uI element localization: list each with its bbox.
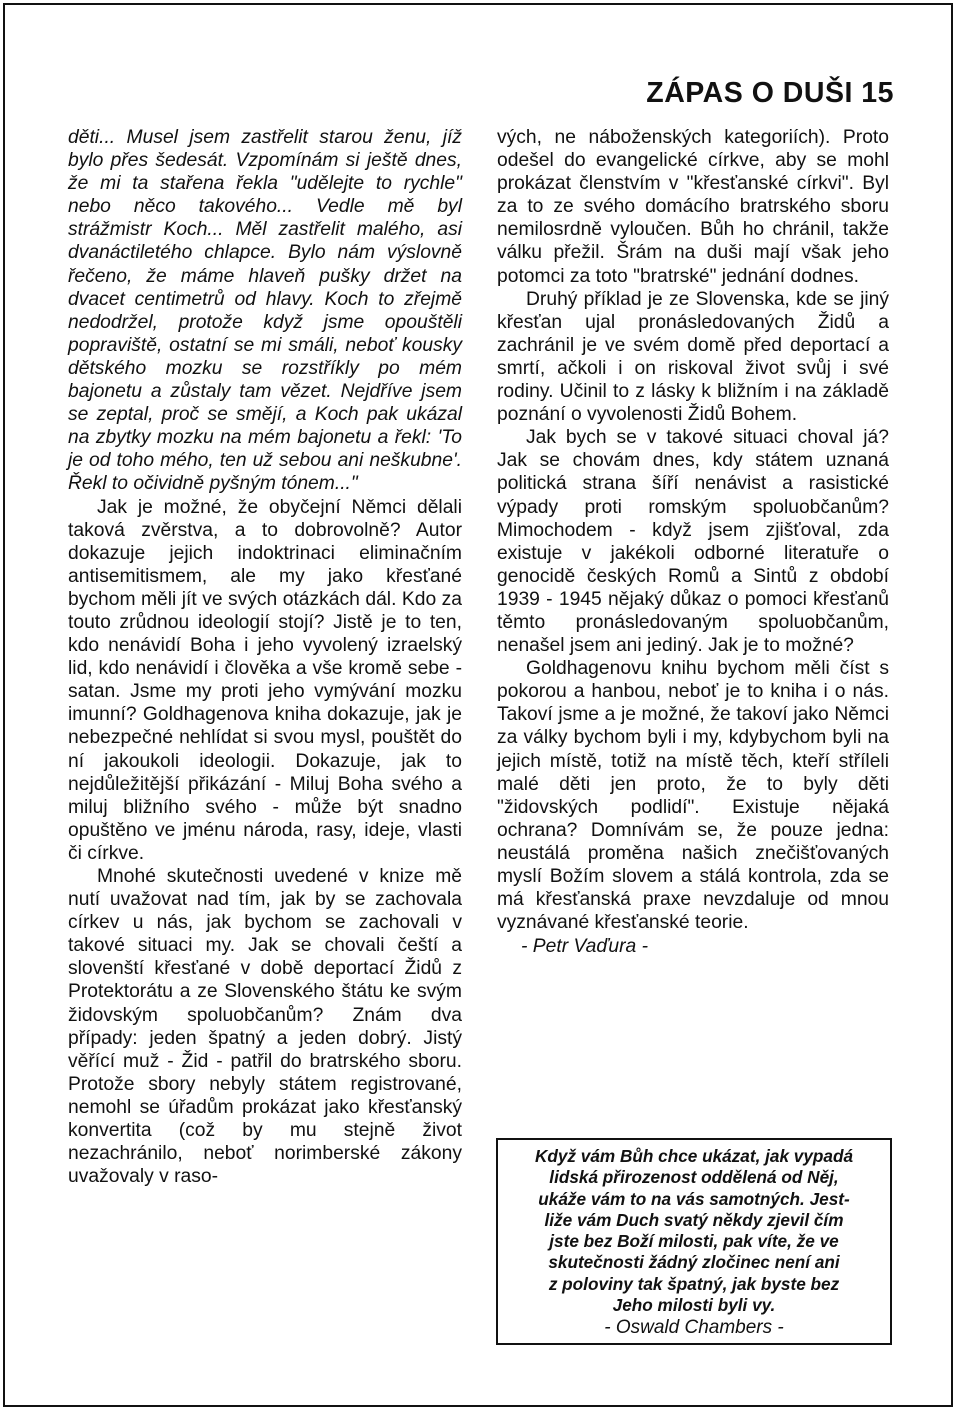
quote-line: Když vám Bůh chce ukázat, jak vypadá [534,1146,854,1166]
quote-line: skutečnosti žádný zločinec není ani [548,1252,840,1273]
quote-attribution: - Oswald Chambers - [604,1317,784,1339]
quote-line: lidská přirozenost oddělená od Něj, [549,1167,839,1188]
article-paragraph: děti... Musel jsem zastřelit starou ženu, jíž bylo přes šedesát. Vzpomínám si ještě dnes, že mi ta stařena řekla "udělejte to rychle" nebo něco takového... Vedle mě byl strážmistr Koch... Měl zastřelit malého, asi dvanáctiletého chlapce. Bylo nám výslovně řečeno, že máme hlaveň pušky držet na dvacet centimetrů od hlavy. Koch to zřejmě nedodržel, protože když jsme opouštěli popraviště, ostatní se mi smáli, neboť kousky dětského mozku se rozstříkly po mém bajonetu a zůstaly tam vězet. Nejdříve jsem se zeptal, proč se smějí, a Koch pak ukázal na zbytky mozku na mém bajonetu a řekl: 'To je od toho mého, ten už sebou ani neškubne'. Řekl to očividně pyšným tónem..." [68,127,462,495]
quote-box [496,1138,892,1345]
page-header: ZÁPAS O DUŠI 15 [646,77,894,109]
article-paragraph: Druhý příklad je ze Slovenska, kde se jiný křesťan ujal pronásledovaných Židů a zachránil je ve svém domě před deportací a smrtí, ačkoli i on riskoval život svůj i své rodiny. Učinil to z lásky k bližním i na základě poznání o vyvolenosti Židů Bohem. [497,288,889,426]
quote-line: ukáže vám to na vás samotných. Jest- [538,1188,850,1209]
article-paragraph: Jak je možné, že obyčejní Němci dělali taková zvěrstva, a to dobrovolně? Autor dokazuje jejich indoktrinaci eliminačním antisemitismem, ale my jako křesťané bychom měli jít ve svých otázkách dál. Kdo za touto zrůdnou ideologií stojí? Jistě je to ten, kdo nenávidí Boha i jeho vyvolený izraelský lid, kdo nenávidí i člověka a vše kromě sebe - satan. Jsme my proti jeho vymývání mozku imunní? Goldhagenova kniha dokazuje, jak je nebezpečné nehlídat si svou mysl, pouštět do ní jakoukoli ideologii. Dokazuje, jak to nejdůležitější přikázání - Miluj Boha svého a miluj bližního svého - může být snadno opuštěno ve jménu národa, rasy, ideje, vlasti či církve. [68,496,462,864]
author-signature: - Petr Vaďura - [521,936,649,958]
quote-line: z poloviny tak špatný, jak byste bez [548,1273,840,1294]
quote-line: Jeho milosti byli vy. [612,1295,776,1316]
quote-line: jste bez Boží milosti, pak víte, že ve [549,1231,839,1252]
article-paragraph: vých, ne náboženských kategoriích). Proto odešel do evangelické církve, aby se mohl prokázat členstvím v "křesťanské církvi". Byl za to ze svého domácího bratrského sboru nemilosrdně vyloučen. Bůh ho chránil, takže válku přežil. Šrám na duši mají však jeho potomci za toto "bratrské" jednání dodnes. [497,127,889,287]
article-paragraph: Goldhagenovu knihu bychom měli číst s pokorou a hanbou, neboť je to kniha i o nás. Takoví jsme a je možné, že takoví jako Němci za války bychom byli i my, kdybychom byli na jejich místě, totiž na místě těch, kteří stříleli malé děti jen proto, že to byly děti "židovských podlidí". Existuje nějaká ochrana? Domnívám se, že pouze jedna: neustálá proměna našich znečišťovaných myslí Božím slovem a stálá kontrola, zda se má křesťanská praxe nevzdaluje od mnou vyznávané křesťanské teorie. [497,658,889,934]
quote-line: liže vám Duch svatý někdy zjevil čím [544,1209,844,1230]
article-paragraph: Mnohé skutečnosti uvedené v knize mě nutí uvažovat nad tím, jak by se zachovala církev u nás, jak bychom se zachovali v takové situaci my. Jak se chovali čeští a slovenští křesťané v době deportací Židů z Protektorátu a ze Slovenského štátu ke svým židovským spoluobčanům? Znám dva případy: jeden špatný a jeden dobrý. Jistý věřící muž - Žid - patřil do bratrského sboru. Protože sbory nebyly státem registrované, nemohl se úřadům prokázat jako křesťanský konvertita (což by mu stejně život nezachránilo, neboť norimberské zákony uvažovaly v raso- [68,866,462,1188]
left-column [68,126,462,1188]
article-paragraph: Jak bych se v takové situaci choval já? Jak se chovám dnes, kdy státem uznaná politická strana šíří nenávist a rasistické výpady proti romským spoluobčanům? Mimochodem - když jsem zjišťoval, zda existuje v jakékoli odborné literatuře o genocidě českých Romů a Sintů z období 1939 - 1945 nějaký důkaz o pomoci křesťanů těmto pronásledovaným spoluobčanům, nenašel jsem ani jediný. Jak je to možné? [497,427,889,657]
right-column [497,126,889,958]
